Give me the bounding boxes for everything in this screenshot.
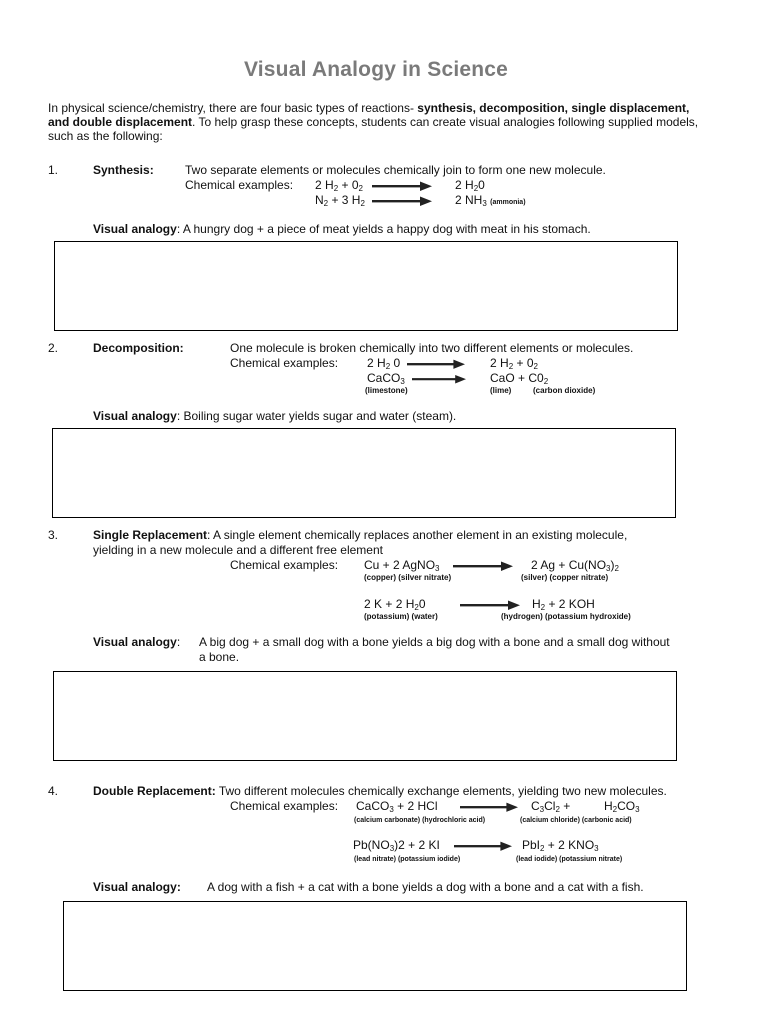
s4-eq2-reactants: $Pb(NO_3)2 + 2$ KI <box>353 838 440 853</box>
label-calcium-carbonate-hcl: (calcium carbonate) (hydrochloric acid) <box>354 817 486 824</box>
section-3-number: 3. <box>48 528 59 542</box>
s2-eq1-products: 2 $H_2 + 0_2$ <box>490 356 538 371</box>
s1-eq2-reactants: $N_2 + 3$ $H_2$ <box>315 193 365 208</box>
section-2-drawing-box[interactable] <box>52 428 676 518</box>
s3-eq1-reactants: Cu + 2 AgNO$_3$ <box>364 558 440 573</box>
section-4-analogy-label: Visual analogy: <box>93 880 181 894</box>
section-2-heading: Decomposition: <box>93 341 184 355</box>
label-carbon-dioxide: (carbon dioxide) <box>533 386 596 395</box>
section-1-description: Two separate elements or molecules chemically join to form one new molecule. <box>185 163 606 177</box>
reaction-arrow <box>372 180 432 192</box>
s4-eq1-reactants: CaCO$_3$ + 2 HCl <box>356 799 438 814</box>
section-3-chem-label: Chemical examples: <box>230 558 339 572</box>
section-3-drawing-box[interactable] <box>53 671 677 761</box>
s3-eq2-reactants: 2 K + 2 $H_20$ <box>364 597 426 612</box>
reaction-arrow <box>452 560 514 572</box>
reaction-arrow <box>454 840 512 852</box>
section-2-description: One molecule is broken chemically into two different elements or molecules. <box>230 341 634 355</box>
s1-eq2-products: 2 $NH_3$ (ammonia) <box>455 193 526 208</box>
label-hydrogen-potassium-hydroxide: (hydrogen) (potassium hydroxide) <box>501 612 631 621</box>
reaction-arrow <box>412 373 466 385</box>
section-4-number: 4. <box>48 784 59 798</box>
section-1-number: 1. <box>48 163 59 177</box>
section-2-analogy: Visual analogy: Boiling sugar water yields sugar and water (steam). <box>93 409 457 423</box>
s1-eq1-reactants: 2 $H_2 + 0_2$ <box>315 178 363 193</box>
section-2-chem-label: Chemical examples: <box>230 356 339 370</box>
label-silver-copper-nitrate: (silver) (copper nitrate) <box>521 573 609 582</box>
section-4-analogy: A dog with a fish + a cat with a bone yields a dog with a bone and a cat with a fish. <box>207 880 644 894</box>
label-lead-iodide-potassium-nitrate: (lead iodide) (potassium nitrate) <box>516 856 623 863</box>
section-3-analogy: A big dog + a small dog with a bone yields a big dog with a bone and a small dog without <box>199 635 670 649</box>
label-calcium-chloride-carbonic-acid: (calcium chloride) (carbonic acid) <box>520 817 632 824</box>
s4-eq1-product-2: $H_2CO_3$ <box>604 799 640 814</box>
reaction-arrow <box>407 358 465 370</box>
intro-paragraph: In physical science/chemistry, there are four basic types of reactions- synthesis, decomposition, single displacement, and double displacement. To help grasp these concepts, students can create visual analogies following supplied models, such as the following: <box>48 101 699 143</box>
section-4-drawing-box[interactable] <box>63 901 687 991</box>
label-lead-nitrate-potassium-iodide: (lead nitrate) (potassium iodide) <box>354 856 461 863</box>
section-1-chem-label: Chemical examples: <box>185 178 294 192</box>
s3-eq2-products: $H_2 + 2$ KOH <box>532 597 595 612</box>
section-4-heading-line: Double Replacement: Two different molecules chemically exchange elements, yielding two new molecules. <box>93 784 667 798</box>
section-3-analogy-label: Visual analogy: <box>93 635 181 649</box>
page-title: Visual Analogy in Science <box>243 58 509 81</box>
s3-eq1-products: 2 $Ag + Cu(NO_3)_2$ <box>531 558 619 573</box>
section-3-analogy-cont: a bone. <box>199 650 240 664</box>
s4-eq2-products: PbI$_2$ + 2 $KNO_3$ <box>522 838 599 853</box>
s2-eq2-products: CaO + $C0_2$ <box>490 371 549 386</box>
label-potassium-water: (potassium) (water) <box>364 612 438 621</box>
section-4-chem-label: Chemical examples: <box>230 799 339 813</box>
reaction-arrow <box>460 599 520 611</box>
s1-eq1-products: 2 $H_20$ <box>455 178 485 193</box>
section-1-analogy: Visual analogy: A hungry dog + a piece of meat yields a happy dog with meat in his stomach. <box>93 222 591 236</box>
section-3-description-cont: yielding in a new molecule and a different free element <box>93 543 383 557</box>
s2-eq1-reactants: 2 $H_2$ 0 <box>367 356 401 371</box>
reaction-arrow <box>372 195 432 207</box>
label-copper-silver-nitrate: (copper) (silver nitrate) <box>364 573 452 582</box>
section-1-drawing-box[interactable] <box>54 241 678 331</box>
section-1-heading: Synthesis: <box>93 163 154 177</box>
s4-eq1-product-1: $C_3Cl_2$ + <box>531 799 571 814</box>
label-lime: (lime) <box>490 386 512 395</box>
section-2-number: 2. <box>48 341 59 355</box>
section-3-heading-line: Single Replacement: A single element chemically replaces another element in an existing molecule, <box>93 528 628 542</box>
s2-eq2-reactants: CaCO$_3$ <box>367 371 405 386</box>
label-limestone: (limestone) <box>365 386 408 395</box>
reaction-arrow <box>460 801 518 813</box>
